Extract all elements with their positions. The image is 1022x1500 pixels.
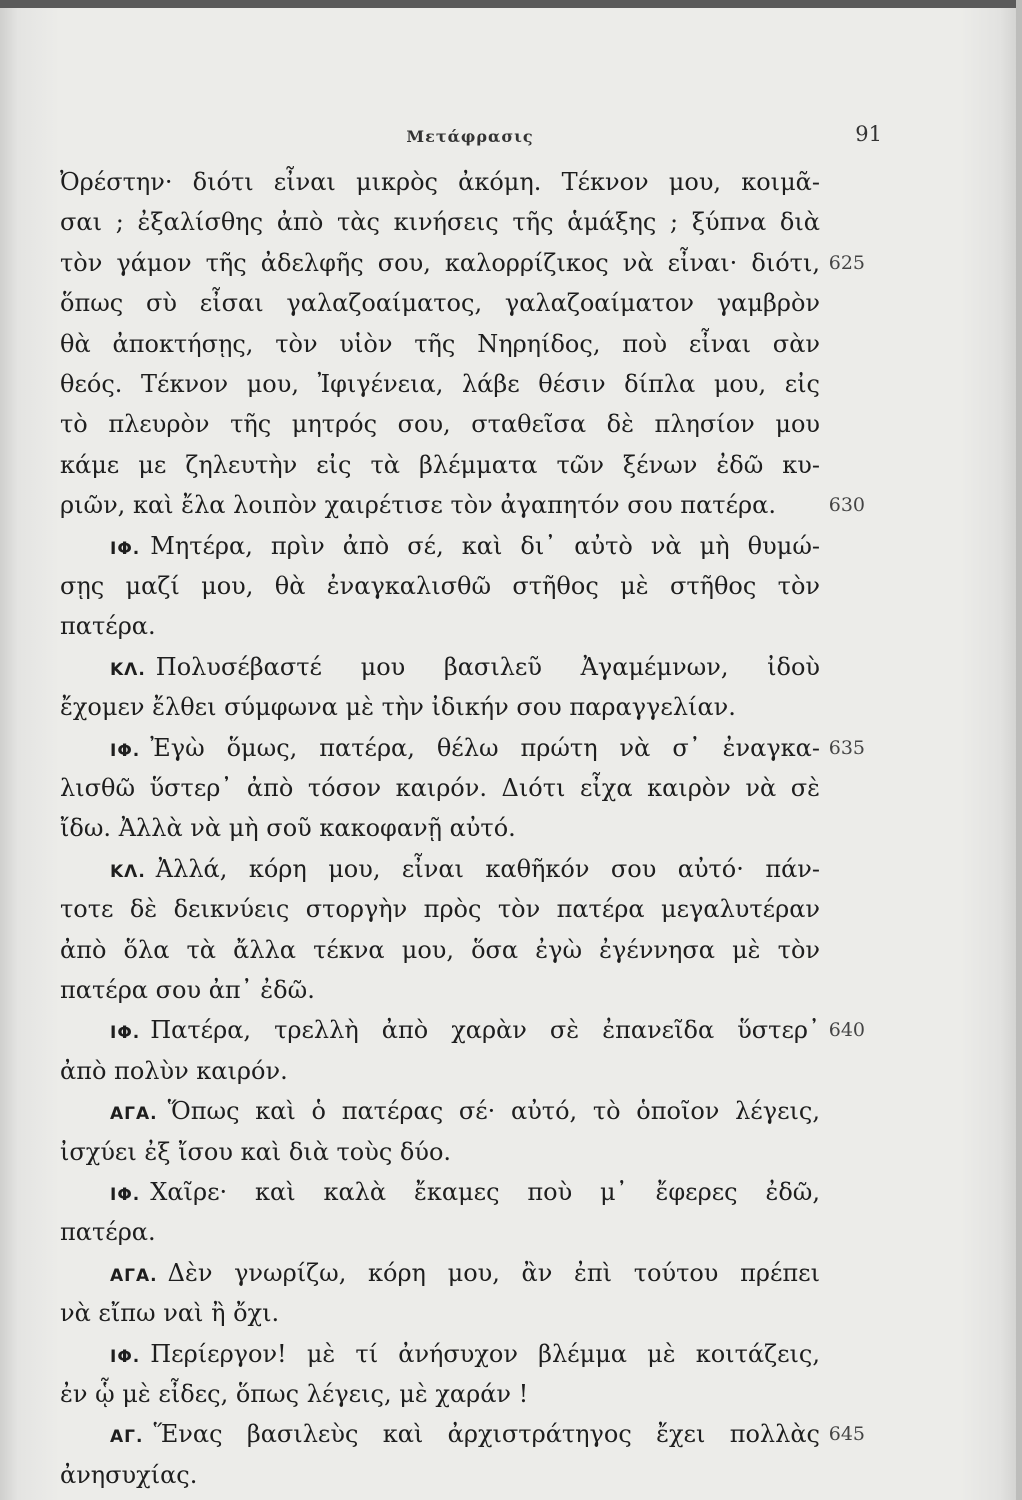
speaker-label: ΙΦ. <box>110 538 141 559</box>
text-line <box>60 1455 820 1495</box>
line-text: ἔχομεν ἔλθει σύμφωνα μὲ τὴν ἰδικήν σου παραγγελίαν. <box>60 693 736 722</box>
line-text: θεός. Τέκνον μου, Ἰφιγένεια, λάβε θέσιν δίπλα μου, εἰς <box>60 370 820 398</box>
line-text: ριῶν, καὶ ἔλα λοιπὸν χαιρέτισε τὸν ἀγαπητόν σου πατέρα. <box>60 491 776 520</box>
line-text: λισθῶ ὕστερ᾽ ἀπὸ τόσον καιρόν. Διότι εἶχα καιρὸν νὰ σὲ <box>60 774 820 802</box>
line-text: Χαῖρε· καὶ καλὰ ἔκαμες ποὺ μ᾽ ἔφερες ἐδῶ, <box>150 1178 820 1206</box>
text-line <box>60 1212 820 1252</box>
text-line <box>60 728 820 768</box>
text-line <box>60 970 820 1010</box>
scan-top-border <box>0 0 1022 8</box>
text-line <box>60 1293 820 1333</box>
text-line <box>60 1414 820 1454</box>
speaker-label: ΚΛ. <box>110 861 146 882</box>
text-line <box>60 1253 820 1293</box>
text-line <box>60 526 820 566</box>
text-line <box>60 283 820 323</box>
line-text: Περίεργον! μὲ τί ἀνήσυχον βλέμμα μὲ κοιτάζεις, <box>150 1339 820 1368</box>
speaker-label: ΙΦ. <box>110 740 141 761</box>
line-text: Πολυσέβαστέ μου βασιλεῦ Ἀγαμέμνων, ἰδοὺ <box>155 652 820 681</box>
text-line <box>60 243 820 283</box>
text-line <box>60 1132 820 1172</box>
verse-line-number: 640 <box>828 1019 865 1042</box>
line-text: τοτε δὲ δεικνύεις στοργὴν πρὸς τὸν πατέρα μεγαλυτέραν <box>60 895 820 924</box>
verse-line-number: 630 <box>828 494 865 517</box>
line-text: θὰ ἀποκτήσῃς, τὸν υἱὸν τῆς Νηρηίδος, ποὺ εἶναι σὰν <box>60 329 820 358</box>
text-line <box>60 849 820 889</box>
line-text: Μητέρα, πρὶν ἀπὸ σέ, καὶ δι᾽ αὐτὸ νὰ μὴ θυμώ- <box>150 531 820 560</box>
text-line <box>60 647 820 687</box>
speaker-label: ΑΓΑ. <box>110 1265 158 1286</box>
speaker-label: ΑΓΑ. <box>110 1104 158 1125</box>
speaker-label: ΚΛ. <box>110 659 146 680</box>
text-line <box>60 606 820 646</box>
text-line <box>60 324 820 364</box>
line-text: σῃς μαζί μου, θὰ ἐναγκαλισθῶ στῆθος μὲ στῆθος τὸν <box>60 572 820 600</box>
line-text: ἐν ᾧ μὲ εἶδες, ὅπως λέγεις, μὲ χαράν ! <box>60 1380 529 1408</box>
line-text: Ὀρέστην· διότι εἶναι μικρὸς ἀκόμη. Τέκνον μου, κοιμᾶ- <box>60 168 820 196</box>
text-line <box>60 1091 820 1131</box>
text-line <box>60 1334 820 1374</box>
text-line <box>60 768 820 808</box>
line-text: Ὅπως καὶ ὁ πατέρας σέ· αὐτό, τὸ ὁποῖον λέγεις, <box>167 1097 820 1126</box>
text-line <box>60 889 820 929</box>
line-text: ἰσχύει ἐξ ἴσου καὶ διὰ τοὺς δύο. <box>60 1137 452 1166</box>
line-text: νὰ εἴπω ναὶ ἢ ὄχι. <box>60 1299 280 1328</box>
line-text: ἀπὸ πολὺν καιρόν. <box>60 1056 288 1085</box>
text-line <box>60 808 820 848</box>
line-text: τὸν γάμον τῆς ἀδελφῆς σου, καλορρίζικος νὰ εἶναι· διότι, <box>60 248 820 277</box>
line-text: πατέρα. <box>60 1218 156 1247</box>
line-text: ὅπως σὺ εἶσαι γαλαζοαίματος, γαλαζοαίματον γαμβρὸν <box>60 289 820 318</box>
text-line <box>60 202 820 242</box>
line-text: κάμε με ζηλευτὴν εἰς τὰ βλέμματα τῶν ξένων ἐδῶ κυ- <box>60 450 820 479</box>
verse-line-number: 635 <box>828 736 865 759</box>
text-line <box>60 1010 820 1050</box>
line-text: τὸ πλευρὸν τῆς μητρός σου, σταθεῖσα δὲ πλησίον μου <box>60 410 820 439</box>
line-text: Πατέρα, τρελλὴ ἀπὸ χαρὰν σὲ ἐπανεῖδα ὕστερ᾽ <box>150 1016 820 1045</box>
verse-line-number: 625 <box>828 251 865 274</box>
line-text: ἀπὸ ὅλα τὰ ἄλλα τέκνα μου, ὅσα ἐγὼ ἐγέννησα μὲ τὸν <box>60 935 820 964</box>
line-text: Ἀλλά, κόρη μου, εἶναι καθῆκόν σου αὐτό· πάν- <box>155 854 820 883</box>
text-line <box>60 1374 820 1414</box>
line-text: πατέρα. <box>60 612 156 641</box>
verse-line-number: 645 <box>828 1423 865 1446</box>
line-text: Ἐγὼ ὅμως, πατέρα, θέλω πρώτη νὰ σ᾽ ἐναγκα- <box>150 733 820 762</box>
speaker-label: ΙΦ. <box>110 1346 141 1367</box>
text-line <box>60 930 820 970</box>
text-line <box>60 566 820 606</box>
text-line <box>60 162 820 202</box>
page-number: 91 <box>855 122 882 146</box>
scan-right-border <box>1016 0 1022 1500</box>
speaker-label: ΑΓ. <box>110 1427 144 1448</box>
speaker-label: ΙΦ. <box>110 1185 141 1205</box>
line-text: Δὲν γνωρίζω, κόρη μου, ἂν ἐπὶ τούτου πρέπει <box>167 1258 820 1287</box>
speaker-label: ΙΦ. <box>110 1023 141 1044</box>
text-line <box>60 404 820 444</box>
text-line <box>60 364 820 404</box>
line-text: ἀνησυχίας. <box>60 1460 198 1489</box>
line-text: σαι ; ἐξαλίσθης ἀπὸ τὰς κινήσεις τῆς ἁμάξης ; ξύπνα διὰ <box>60 208 820 237</box>
text-line <box>60 445 820 485</box>
running-header: Μετάφρασις <box>406 127 534 146</box>
text-line <box>60 1051 820 1091</box>
line-text: ἴδω. Ἀλλὰ νὰ μὴ σοῦ κακοφανῇ αὐτό. <box>60 814 516 843</box>
line-text: Ἕνας βασιλεὺς καὶ ἀρχιστράτηγος ἔχει πολλὰς <box>153 1420 820 1449</box>
text-line <box>60 485 820 525</box>
text-line <box>60 1172 820 1212</box>
text-line <box>60 687 820 727</box>
line-text: πατέρα σου ἀπ᾽ ἐδῶ. <box>60 976 315 1004</box>
